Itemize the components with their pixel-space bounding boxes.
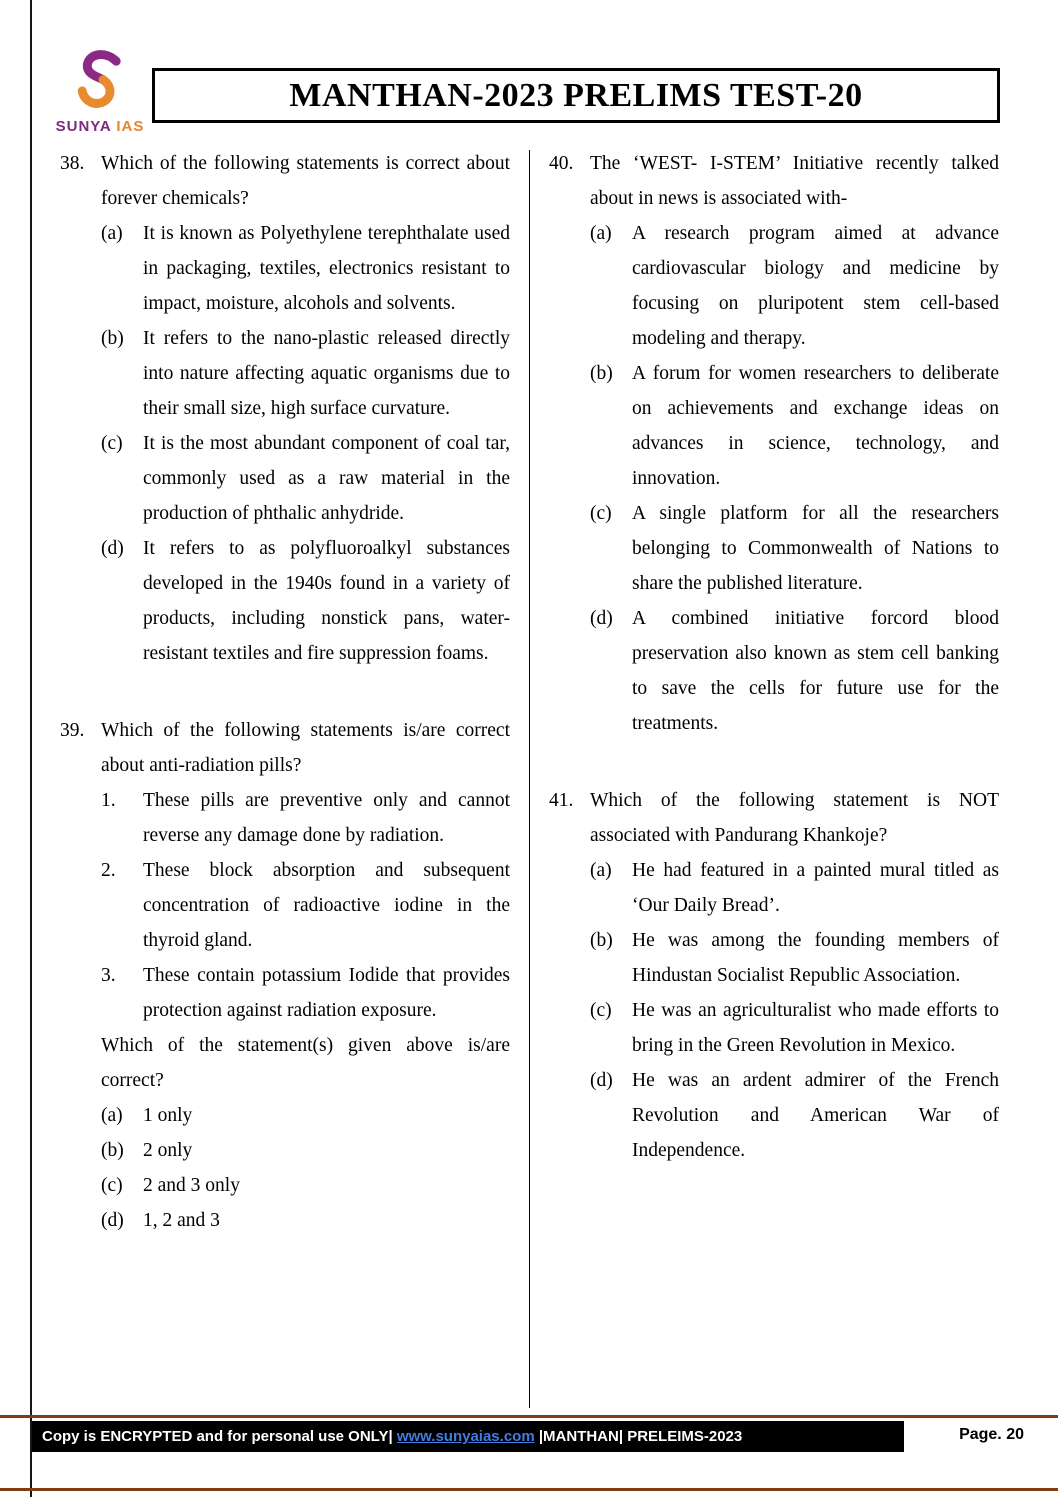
footer-test-text: |MANTHAN| PRELEIMS-2023 <box>534 1428 743 1445</box>
statement <box>101 958 510 1028</box>
statement-number: 3. <box>101 965 116 986</box>
option-text: A research program aimed at advance cardiovascular biology and medicine by focusing on pluripotent stem cell-based modeling and therapy. <box>632 223 999 349</box>
option-text: It refers to the nano-plastic released directly into nature affecting aquatic organisms due to their small size, high surface curvature. <box>143 328 510 419</box>
option-text: He was an agriculturalist who made efforts to bring in the Green Revolution in Mexico. <box>632 1000 999 1056</box>
option-text: He was among the founding members of Hindustan Socialist Republic Association. <box>632 930 999 986</box>
option-label: (c) <box>590 503 612 524</box>
option-label: (c) <box>101 1175 123 1196</box>
answer-option <box>101 531 510 671</box>
column-right <box>549 146 999 1408</box>
question-number: 38. <box>60 153 85 174</box>
page-number: Page. 20 <box>959 1426 1024 1443</box>
option-label: (b) <box>101 328 124 349</box>
question-text: The ‘WEST- I-STEM’ Initiative recently talked about in news is associated with- <box>590 153 999 209</box>
brand-logo <box>50 42 150 135</box>
option-label: (a) <box>101 223 123 244</box>
question-text: Which of the following statement is NOT associated with Pandurang Khankoje? <box>590 790 999 846</box>
option-text: 2 only <box>143 1140 193 1161</box>
footer-website-link[interactable]: www.sunyaias.com <box>396 1428 535 1445</box>
option-text: A forum for women researchers to deliberate on achievements and exchange ideas on advances in science, technology, and innovation. <box>632 363 999 489</box>
question-text: Which of the following statements is/are correct about anti-radiation pills? <box>101 720 510 776</box>
answer-option <box>590 601 999 741</box>
answer-option <box>590 1063 999 1168</box>
question <box>549 146 999 741</box>
option-label: (c) <box>590 1000 612 1021</box>
option-text: A single platform for all the researchers belonging to Commonwealth of Nations to share the published literature. <box>632 503 999 594</box>
statement-number: 1. <box>101 790 116 811</box>
footer-bar <box>32 1421 904 1452</box>
brand-name-accent: IAS <box>111 118 145 135</box>
option-label: (b) <box>101 1140 124 1161</box>
option-text: He had featured in a painted mural titled as ‘Our Daily Bread’. <box>632 860 999 916</box>
answer-option <box>101 1133 510 1168</box>
answer-option <box>590 496 999 601</box>
question-head <box>60 146 510 216</box>
option-text: A combined initiative forcord blood preservation also known as stem cell banking to save the cells for future use for the treatments. <box>632 608 999 734</box>
option-label: (d) <box>590 1070 613 1091</box>
page-title: MANTHAN-2023 PRELIMS TEST-20 <box>289 76 863 114</box>
option-text: He was an ardent admirer of the French Revolution and American War of Independence. <box>632 1070 999 1161</box>
question <box>60 146 510 671</box>
option-label: (a) <box>101 1105 123 1126</box>
question-head <box>549 783 999 853</box>
question <box>549 783 999 1168</box>
question-columns <box>60 146 1000 1408</box>
brand-name <box>50 118 150 135</box>
option-label: (d) <box>590 608 613 629</box>
question-head <box>549 146 999 216</box>
answer-option <box>590 216 999 356</box>
statement <box>101 783 510 853</box>
answer-option <box>101 1203 510 1238</box>
option-label: (d) <box>101 538 124 559</box>
option-text: It refers to as polyfluoroalkyl substances developed in the 1940s found in a variety of products, including nonstick pans, water-resistant textiles and fire suppression foams. <box>143 538 510 664</box>
answer-option <box>590 923 999 993</box>
option-label: (c) <box>101 433 123 454</box>
option-label: (a) <box>590 860 612 881</box>
answer-option <box>101 321 510 426</box>
option-text: It is the most abundant component of coal tar, commonly used as a raw material in the production of phthalic anhydride. <box>143 433 510 524</box>
question <box>60 713 510 1238</box>
question-followup: Which of the statement(s) given above is/are correct? <box>101 1035 510 1091</box>
footer-top-rule <box>0 1415 1058 1418</box>
option-text: 1 only <box>143 1105 193 1126</box>
question-number: 41. <box>549 790 574 811</box>
answer-option <box>101 1098 510 1133</box>
question-head <box>60 713 510 783</box>
option-text: It is known as Polyethylene terephthalate used in packaging, textiles, electronics resistant to impact, moisture, alcohols and solvents. <box>143 223 510 314</box>
answer-option <box>590 993 999 1063</box>
option-label: (a) <box>590 223 612 244</box>
question-text: Which of the following statements is correct about forever chemicals? <box>101 153 510 209</box>
statement-text: These pills are preventive only and cannot reverse any damage done by radiation. <box>143 790 510 846</box>
option-label: (d) <box>101 1210 124 1231</box>
question-number: 39. <box>60 720 85 741</box>
footer-copyright-text: Copy is ENCRYPTED and for personal use ONLY| <box>42 1428 397 1445</box>
page-left-border <box>30 0 32 1497</box>
statement-number: 2. <box>101 860 116 881</box>
answer-option <box>590 356 999 496</box>
statement-text: These block absorption and subsequent concentration of radioactive iodine in the thyroid gland. <box>143 860 510 951</box>
column-left <box>60 146 510 1408</box>
answer-option <box>101 1168 510 1203</box>
answer-option <box>101 216 510 321</box>
test-title-box <box>152 68 1000 123</box>
column-divider <box>529 150 530 1408</box>
question-number: 40. <box>549 153 574 174</box>
statement <box>101 853 510 958</box>
option-text: 1, 2 and 3 <box>143 1210 220 1231</box>
option-text: 2 and 3 only <box>143 1175 240 1196</box>
option-label: (b) <box>590 363 613 384</box>
brand-name-primary: SUNYA <box>55 118 112 135</box>
sunya-swirl-icon <box>50 42 150 116</box>
answer-option <box>590 853 999 923</box>
option-label: (b) <box>590 930 613 951</box>
footer-bottom-rule <box>0 1488 1058 1491</box>
statement-text: These contain potassium Iodide that provides protection against radiation exposure. <box>143 965 510 1021</box>
answer-option <box>101 426 510 531</box>
